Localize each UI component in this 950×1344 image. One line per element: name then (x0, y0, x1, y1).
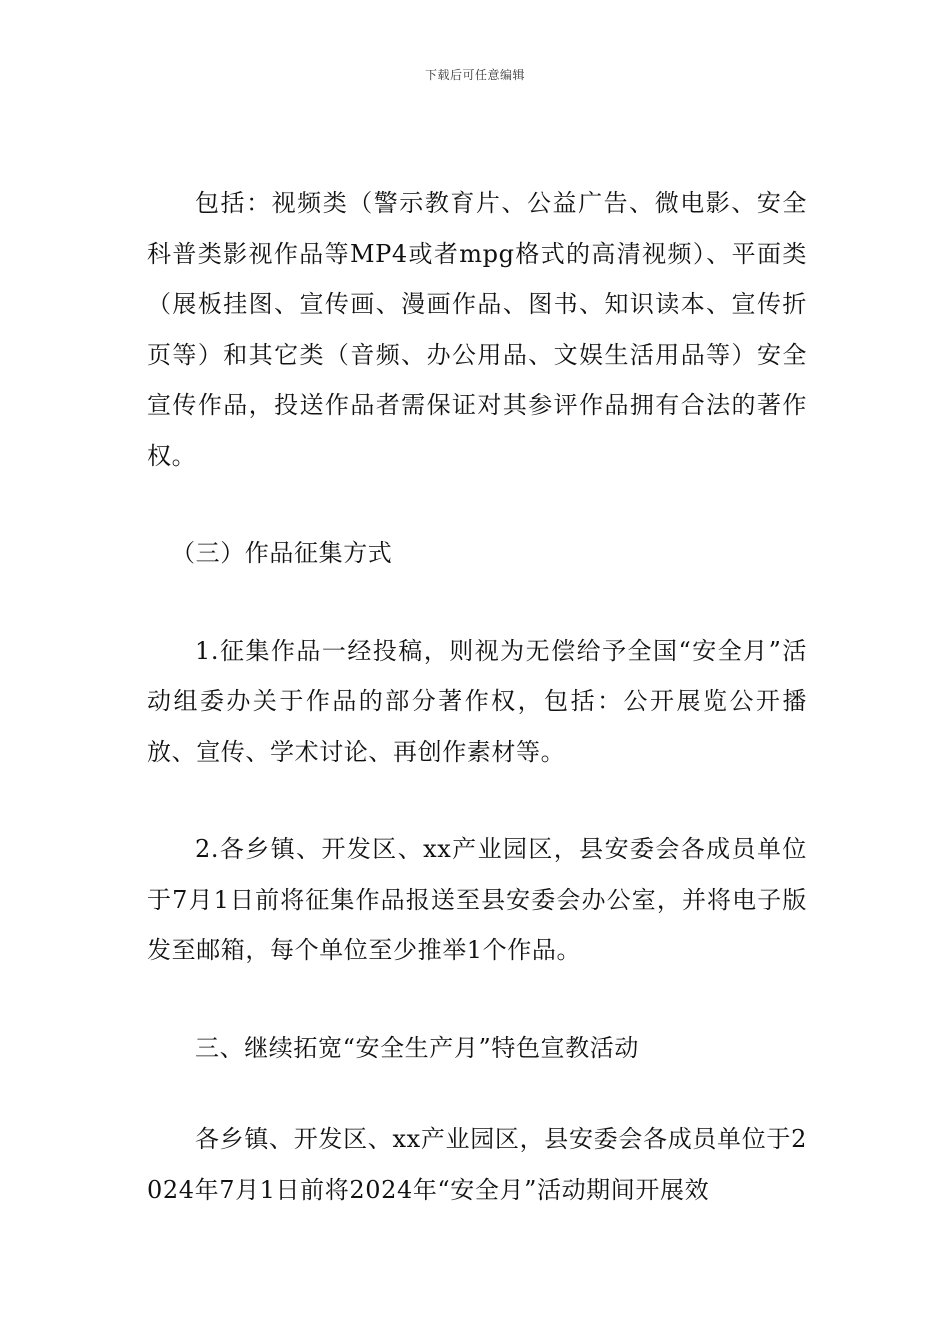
paragraph-section-3: 各乡镇、开发区、xx产业园区，县安委会各成员单位于2024年7月1日前将2024年“安全月”活动期间开展效 (147, 1125, 807, 1204)
header-note: 下载后可任意编辑 (424, 68, 525, 82)
heading-collection-method: （三）作品征集方式 (171, 539, 393, 567)
paragraph-item-1: 1.征集作品一经投稿，则视为无偿给予全国“安全月”活动组委办关于作品的部分著作权，包括：公开展览公开播放、宣传、学术讨论、再创作素材等。 (147, 636, 807, 766)
heading-section-3: 三、继续拓宽“安全生产月”特色宣教活动 (195, 1033, 639, 1062)
paragraph-works-types: 包括：视频类（警示教育片、公益广告、微电影、安全科普类影视作品等MP4或者mpg格式的高清视频）、平面类（展板挂图、宣传画、漫画作品、图书、知识读本、宣传折页等）和其它类（音频、办公用品、文娱生活用品等）安全宣传作品，投送作品者需保证对其参评作品拥有合法的著作权。 (147, 189, 807, 470)
document-body (147, 178, 807, 1215)
paragraph-item-2: 2.各乡镇、开发区、xx产业园区，县安委会各成员单位于7月1日前将征集作品报送至县安委会办公室，并将电子版发至邮箱，每个单位至少推举1个作品。 (147, 835, 807, 964)
